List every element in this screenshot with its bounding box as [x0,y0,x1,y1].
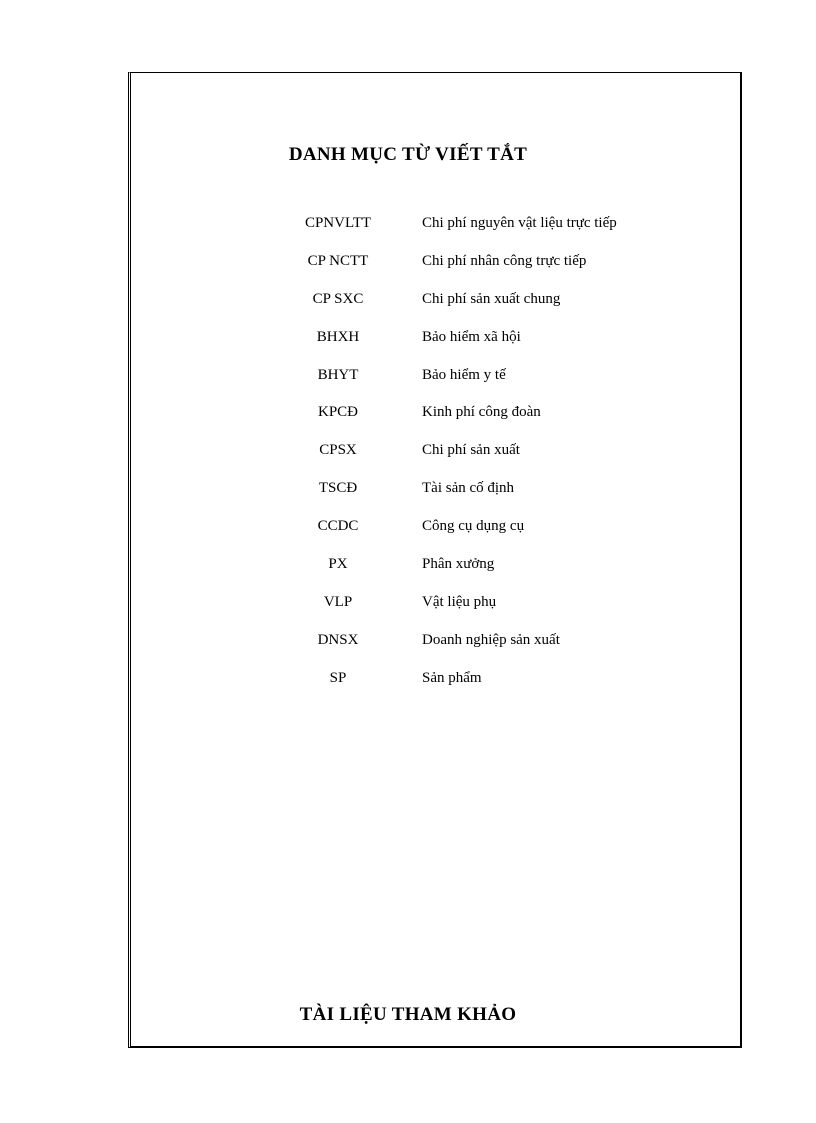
list-item [0,518,816,556]
abbreviation-meaning: Phân xưởng [422,556,495,573]
list-item [0,594,816,632]
abbreviation-code: CPSX [319,442,357,459]
abbreviation-code: VLP [323,593,353,610]
abbreviation-meaning: Vật liệu phụ [422,593,497,610]
abbreviation-meaning: Doanh nghiệp sản xuất [422,631,560,648]
abbreviation-code: CCDC [317,518,359,535]
references-heading: TÀI LIỆU THAM KHẢO [299,1004,517,1025]
list-item [0,632,816,670]
list-item [0,556,816,594]
list-item [0,670,816,708]
abbreviation-meaning: Kinh phí công đoàn [422,404,541,421]
abbreviation-code: SP [329,669,347,686]
list-item [0,480,816,518]
abbreviation-meaning: Công cụ dụng cụ [422,518,525,535]
abbreviation-code: CP SXC [312,290,364,307]
abbreviation-code: BHYT [317,366,359,383]
abbreviation-code: BHXH [316,328,360,345]
abbreviation-meaning: Tài sản cố định [422,480,515,497]
list-item [0,367,816,405]
abbreviation-code: CP NCTT [307,252,369,269]
abbreviation-meaning: Sản phẩm [422,669,482,686]
abbreviation-meaning: Bảo hiểm xã hội [422,328,521,345]
list-item [0,253,816,291]
list-item [0,442,816,480]
abbreviation-meaning: Bảo hiểm y tế [422,366,506,383]
list-item [0,329,816,367]
abbreviation-code: DNSX [317,631,359,648]
abbreviation-code: KPCĐ [317,404,358,421]
abbreviation-code: PX [328,556,348,573]
abbreviation-code: CPNVLTT [304,215,372,231]
list-item [0,215,816,253]
abbreviation-code: TSCĐ [318,480,358,497]
list-item [0,291,816,329]
list-item [0,404,816,442]
abbreviation-list [0,215,816,708]
abbreviation-meaning: Chi phí nhân công trực tiếp [422,252,587,269]
page-title: DANH MỤC TỪ VIẾT TẮT [288,144,528,165]
abbreviation-meaning: Chi phí nguyên vật liệu trực tiếp [422,215,617,231]
abbreviation-meaning: Chi phí sản xuất chung [422,290,561,307]
abbreviation-meaning: Chi phí sản xuất [422,442,520,459]
